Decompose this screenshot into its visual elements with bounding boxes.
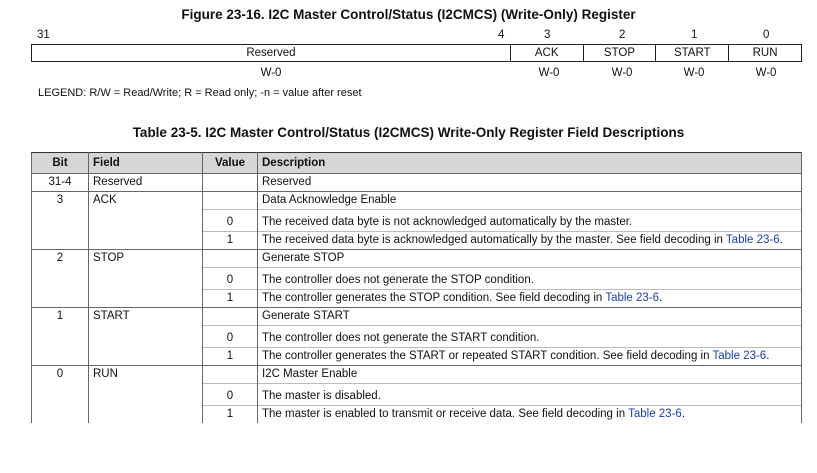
cell-description: The controller does not generate the STOP condition. (258, 268, 802, 290)
table-row (32, 250, 802, 268)
table-row (32, 308, 802, 326)
table-row (32, 174, 802, 192)
cell-description (258, 232, 802, 250)
cell-description: Generate STOP (258, 250, 802, 268)
cell-value: 1 (203, 232, 258, 250)
cell-description: The received data byte is not acknowledged automatically by the master. (258, 210, 802, 232)
cell-value: 1 (203, 290, 258, 308)
cell-description: The master is disabled. (258, 384, 802, 406)
cell-description (258, 406, 802, 424)
header-bit: Bit (32, 153, 89, 174)
cell-field: STOP (89, 250, 203, 308)
cell-description: Generate START (258, 308, 802, 326)
bit-number-31: 31 (37, 29, 50, 41)
cell-description (258, 348, 802, 366)
cell-value (203, 174, 258, 192)
register-field-stop: STOP (583, 45, 656, 62)
figure-title: Figure 23-16. I2C Master Control/Status (I2CMCS) (Write-Only) Register (181, 7, 636, 22)
cell-description: Data Acknowledge Enable (258, 192, 802, 210)
access-start: W-0 (683, 67, 705, 79)
cell-description: The controller does not generate the START condition. (258, 326, 802, 348)
table-header-row (32, 153, 802, 174)
access-ack: W-0 (538, 67, 560, 79)
table-23-6-link[interactable]: Table 23-6 (628, 408, 682, 420)
bit-number-1: 1 (691, 29, 698, 41)
field-descriptions-table (31, 152, 802, 423)
description-text: The controller generates the START or repeated START condition. See field decoding in (262, 350, 710, 362)
access-run: W-0 (755, 67, 777, 79)
access-reserved: W-0 (260, 67, 282, 79)
description-tail: . (766, 350, 770, 362)
header-value: Value (203, 153, 258, 174)
cell-bit: 2 (32, 250, 89, 308)
description-text: The master is enabled to transmit or receive data. See field decoding in (262, 408, 626, 420)
cell-value (203, 250, 258, 268)
table-row (32, 192, 802, 210)
table-title: Table 23-5. I2C Master Control/Status (I2CMCS) Write-Only Register Field Descriptions (132, 125, 685, 140)
register-field-ack: ACK (510, 45, 583, 62)
bit-number-0: 0 (763, 29, 770, 41)
cell-field: Reserved (89, 174, 203, 192)
cell-description: Reserved (258, 174, 802, 192)
register-field-run: RUN (729, 45, 802, 62)
header-field: Field (89, 153, 203, 174)
table-23-6-link[interactable]: Table 23-6 (605, 292, 660, 304)
description-tail: . (681, 408, 686, 420)
cell-value (203, 192, 258, 210)
legend: LEGEND: R/W = Read/Write; R = Read only; -n = value after reset (38, 87, 362, 99)
description-text: The controller generates the STOP condition. See field decoding in (262, 292, 603, 304)
cell-bit: 3 (32, 192, 89, 250)
bit-number-2: 2 (619, 29, 626, 41)
table-23-6-link[interactable]: Table 23-6 (725, 234, 780, 246)
cell-field: START (89, 308, 203, 366)
cell-field: ACK (89, 192, 203, 250)
cell-description: I2C Master Enable (258, 366, 802, 384)
cell-value: 0 (203, 384, 258, 406)
register-diagram (31, 44, 802, 62)
description-tail: . (659, 292, 663, 304)
cell-bit: 31-4 (32, 174, 89, 192)
table-row (32, 366, 802, 384)
table-23-6-link[interactable]: Table 23-6 (712, 350, 767, 362)
cell-value: 0 (203, 210, 258, 232)
bit-number-4: 4 (498, 29, 505, 41)
register-field-start: START (656, 45, 729, 62)
access-stop: W-0 (611, 67, 633, 79)
cell-value (203, 366, 258, 384)
cell-value: 0 (203, 268, 258, 290)
cell-value: 1 (203, 348, 258, 366)
cell-value: 0 (203, 326, 258, 348)
cell-description (258, 290, 802, 308)
cell-value: 1 (203, 406, 258, 424)
cell-bit: 0 (32, 366, 89, 424)
description-tail: . (779, 234, 783, 246)
cell-value (203, 308, 258, 326)
bit-number-3: 3 (544, 29, 551, 41)
register-field-reserved: Reserved (32, 45, 511, 62)
cell-field: RUN (89, 366, 203, 424)
description-text: The received data byte is acknowledged automatically by the master. See field decoding in (262, 234, 723, 246)
cell-bit: 1 (32, 308, 89, 366)
header-description: Description (258, 153, 802, 174)
